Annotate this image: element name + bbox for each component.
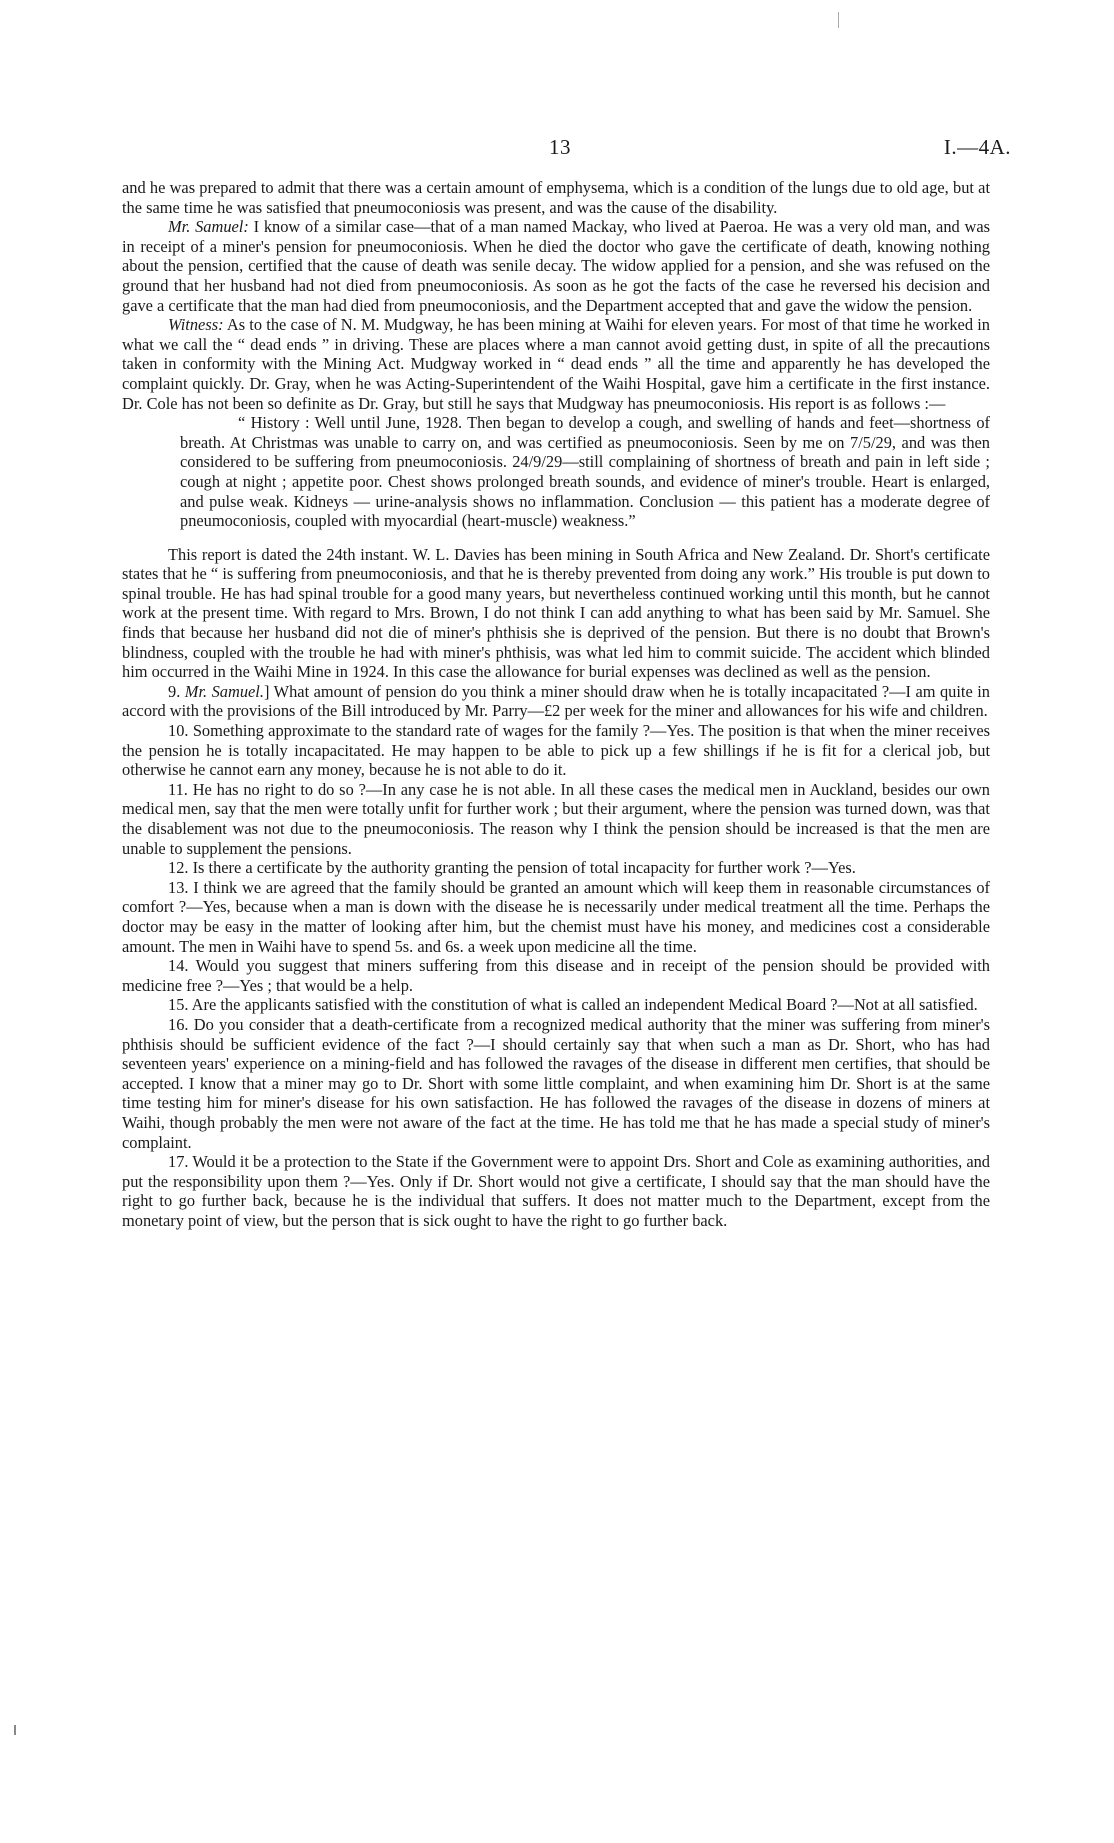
scan-mark: [838, 12, 839, 28]
question-12: 12. Is there a certificate by the authority granting the pension of total incapacity for further work ?—Yes.: [168, 858, 856, 878]
question-16: 16. Do you consider that a death-certificate from a recognized medical authority that the miner was suffering from miner's phthisis should be sufficient evidence of the fact ?—I should certainly say that when such a man as Dr. Short, who has had seventeen years' experience on a mining-field and has followed the ravages of the disease in different men certifies, that should be accepted. I know that a miner may go to Dr. Short with some little complaint, and when examining him Dr. Short is at the same time testing him for miner's disease for his own satisfaction. He has followed the ravages of the disease in dozens of miners at Waihi, though probably the men were not aware of the fact at the time. He has told me that he has made a special study of miner's complaint.: [122, 1014, 990, 1152]
paragraph-witness-statement: [122, 315, 990, 413]
paragraph-report-discussion: [122, 545, 990, 682]
paragraph-text: I know of a similar case—that of a man named Mackay, who lived at Paeroa. He was a very old man, and was in receipt of a miner's pension for pneumoconiosis. When he died the doctor who gave the certificate of death, knowing nothing about the pension, certified that the cause of death was senile decay. The widow applied for a pension, and she was refused on the ground that her husband had not died from pneumoconiosis. As soon as he got the facts of the case he reversed his decision and gave a certificate that the man had died from pneumoconiosis, and the Department accepted that and gave the widow the pension.: [122, 217, 990, 315]
question-14: 14. Would you suggest that miners suffering from this disease and in receipt of the pension should be provided with medicine free ?—Yes ; that would be a help.: [122, 956, 990, 995]
document-reference: I.—4A.: [943, 135, 1011, 159]
question-10: 10. Something approximate to the standard rate of wages for the family ?—Yes. The position is that when the miner receives the pension he is totally incapacitated. He may happen to be able to pick up a few shillings if he is fit for a clerical job, but otherwise he cannot earn any money, because he is not able to do it.: [122, 721, 990, 780]
speaker-label: Mr. Samuel.: [184, 681, 264, 701]
question-9: [122, 682, 990, 721]
paragraph-text: This report is dated the 24th instant. W. L. Davies has been mining in South Africa and New Zealand. Dr. Short's certificate states that he “ is suffering from pneumoconiosis, and that he is thereby prevented from doing any work.”: [122, 544, 990, 584]
speaker-label: Witness:: [168, 315, 224, 335]
paragraph-continuation: and he was prepared to admit that there was a certain amount of emphysema, which is a condition of the lungs due to old age, but at the same time he was satisfied that pneumoconiosis was present, and was the cause of the disability.: [122, 178, 990, 217]
body-text: [122, 178, 990, 1230]
margin-mark: [14, 1725, 16, 1735]
question-17: 17. Would it be a protection to the State if the Government were to appoint Drs. Short and Cole as examining authorities, and put the responsibility upon them ?—Yes. Only if Dr. Short would not give a certificate, I should say that the man should have the right to go further back, because he is the individual that suffers. It does not matter much to the Department, except from the monetary point of view, but the person that is sick ought to have the right to go further back.: [122, 1152, 990, 1230]
paragraph-samuel-statement: [122, 217, 990, 315]
paragraph-text: His trouble is put down to spinal trouble. He has had spinal trouble for a good many years, but nevertheless continued working until this month, but he cannot work at the present time. With regard to Mrs. Brown, I do not think I can add anything to what has been said by Mr. Samuel. She finds that because her husband did not die of miner's phthisis she is deprived of the pension. But there is no doubt that Brown's blindness, coupled with the trouble he had with miner's phthisis, was what led him to commit suicide. The accident which blinded him occurred in the Waihi Mine in 1924. In this case the allowance for burial expenses was declined as well as the pension.: [122, 564, 990, 682]
question-11: 11. He has no right to do so ?—In any case he is not able. In all these cases the medical men in Auckland, besides our own medical men, say that the men were totally unfit for further work ; but their argument, where the pension was turned down, was that the disablement was not due to the pneumoconiosis. The reason why I think the pension should be increased is that the men are unable to supplement the pensions.: [122, 779, 990, 858]
paragraph-text: As to the case of N. M. Mudgway, he has been mining at Waihi for eleven years. For most of that time he worked in what we call the “ dead ends ” in driving. These are places where a man cannot avoid getting dust, in spite of all the precautions taken in conformity with the Mining Act. Mudgway worked in “ dead ends ” all the time and apparently he has developed the complaint quickly. Dr. Gray, when he was Acting-Superintendent of the Waihi Hospital, gave him a certificate in the first instance. Dr. Cole has not been so definite as Dr. Gray, but still he says that Mudgway has pneumoconiosis. His report is as follows :—: [122, 315, 990, 413]
speaker-label: Mr. Samuel:: [168, 217, 249, 237]
question-number: 9.: [168, 681, 185, 701]
paragraph-text: ] What amount of pension do you think a miner should draw when he is totally incapacitated ?—I am quite in accord with the provisions of the Bill introduced by Mr. Parry—£2 per week for the miner and allowances for his wife and children.: [122, 681, 991, 721]
medical-report-quote: “ History : Well until June, 1928. Then began to develop a cough, and swelling of hands and feet—shortness of breath. At Christmas was unable to carry on, and was certified as pneumoconiosis. Seen by me on 7/5/29, and was then considered to be suffering from pneumoconiosis. 24/9/29—still complaining of shortness of breath and pain in left side ; cough at night ; appetite poor. Chest shows prolonged breath sounds, and evidence of miner's trouble. Heart is enlarged, and pulse weak. Kidneys — urine-analysis shows no inflammation. Conclusion — this patient has a moderate degree of pneumoconiosis, coupled with myocardial (heart-muscle) weakness.”: [180, 413, 990, 531]
page-number: 13: [549, 135, 571, 159]
question-13: 13. I think we are agreed that the family should be granted an amount which will keep them in reasonable circumstances of comfort ?—Yes, because when a man is down with the disease he is necessarily under medical treatment all the time. Perhaps the doctor may be easy in the matter of looking after him, but the chemist must have his money, and medicines cost a considerable amount. The men in Waihi have to spend 5s. and 6s. a week upon medicine all the time.: [122, 877, 990, 956]
question-15: 15. Are the applicants satisfied with the constitution of what is called an independent Medical Board ?—Not at all satisfied.: [168, 995, 978, 1015]
